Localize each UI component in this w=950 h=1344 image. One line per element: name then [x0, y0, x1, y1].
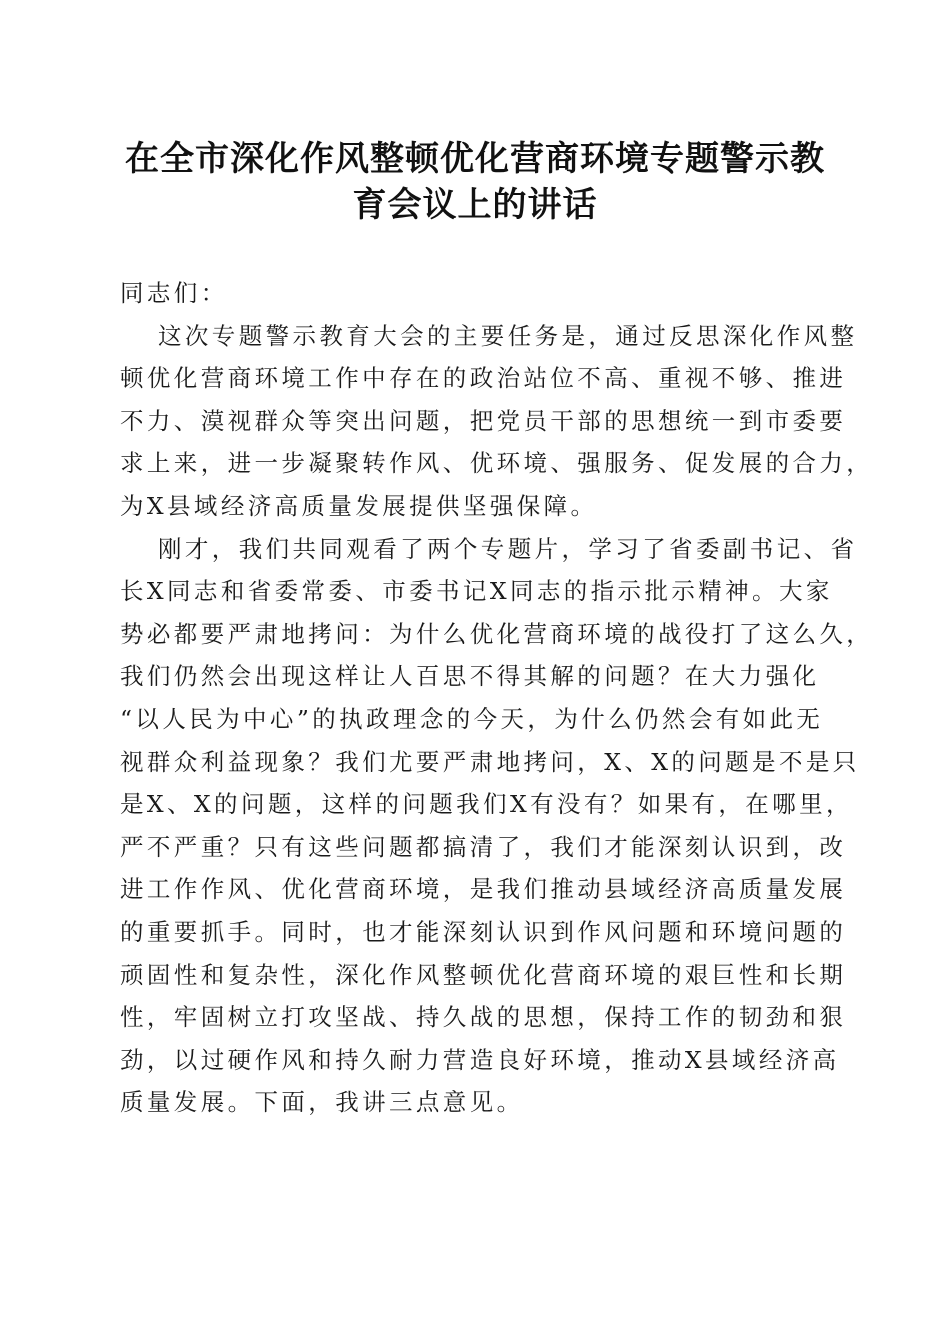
paragraph-line: 质量发展。下面，我讲三点意见。	[120, 1088, 524, 1117]
paragraph-line: 顿优化营商环境工作中存在的政治站位不高、重视不够、推进	[120, 364, 847, 393]
paragraph-line: 我们仍然会出现这样让人百思不得其解的问题？在大力强化	[120, 662, 820, 691]
paragraph-line: 势必都要严肃地拷问：为什么优化营商环境的战役打了这么久，	[120, 619, 874, 648]
paragraph-line: 严不严重？只有这些问题都搞清了，我们才能深刻认识到，改	[120, 832, 847, 861]
paragraph-line: 刚才，我们共同观看了两个专题片，学习了省委副书记、省	[158, 534, 858, 563]
paragraph-line: 进工作作风、优化营商环境，是我们推动县域经济高质量发展	[120, 875, 847, 904]
paragraph-line: 求上来，进一步凝聚转作风、优环境、强服务、促发展的合力，	[120, 449, 874, 478]
paragraph-line: 的重要抓手。同时，也才能深刻认识到作风问题和环境问题的	[120, 917, 847, 946]
title-line: 育会议上的讲话	[352, 185, 598, 225]
paragraph-line: 性，牢固树立打攻坚战、持久战的思想，保持工作的韧劲和狠	[120, 1003, 847, 1032]
salutation: 同志们：	[120, 279, 228, 307]
paragraph-line: 顽固性和复杂性，深化作风整顿优化营商环境的艰巨性和长期	[120, 960, 847, 989]
paragraph-line: 长X同志和省委常委、市委书记X同志的指示批示精神。大家	[120, 577, 833, 606]
paragraph-line: 劲，以过硬作风和持久耐力营造良好环境，推动X县域经济高	[120, 1045, 840, 1074]
paragraph-line: 为X县域经济高质量发展提供坚强保障。	[120, 491, 598, 520]
paragraph-line: 是X、X的问题，这样的问题我们X有没有？如果有，在哪里，	[120, 790, 853, 819]
title-line: 在全市深化作风整顿优化营商环境专题警示教	[125, 139, 825, 179]
paragraph-line: 不力、漠视群众等突出问题，把党员干部的思想统一到市委要	[120, 406, 847, 435]
document-body	[120, 272, 874, 1124]
paragraph-line: “以人民为中心”的执政理念的今天，为什么仍然会有如此无	[120, 704, 824, 733]
paragraph-line: 这次专题警示教育大会的主要任务是，通过反思深化作风整	[158, 321, 858, 350]
paragraph-line: 视群众利益现象？我们尤要严肃地拷问，X、X的问题是不是只	[120, 747, 860, 776]
paragraph-2	[120, 528, 874, 1124]
document-title	[100, 136, 850, 228]
paragraph-1	[120, 315, 874, 528]
